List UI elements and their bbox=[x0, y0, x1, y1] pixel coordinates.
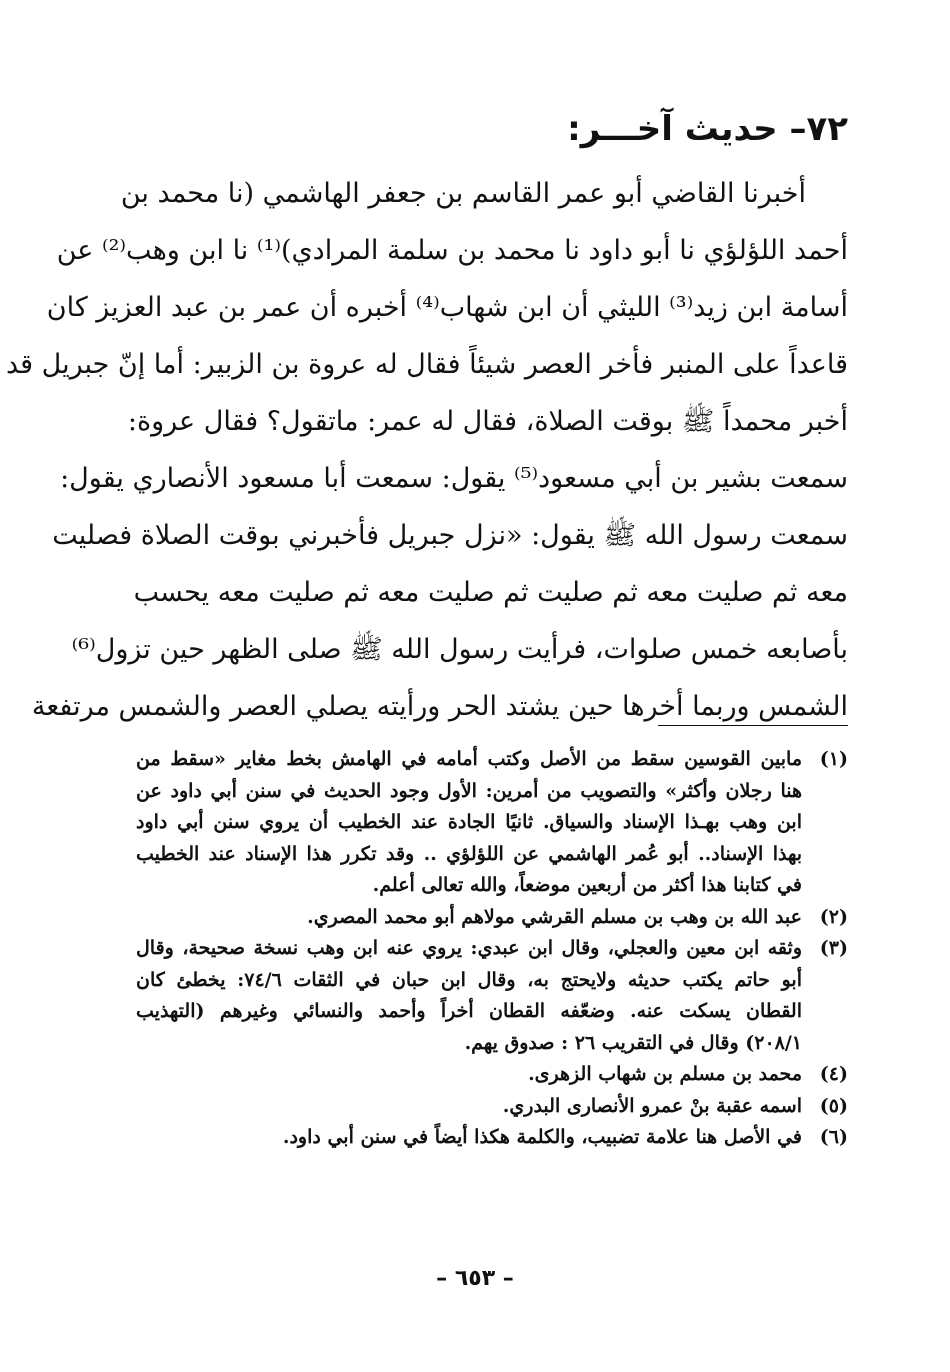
footnote-separator bbox=[658, 725, 848, 726]
body-line: معه ثم صليت معه ثم صليت ثم صليت معه ثم صليت معه يحسب bbox=[133, 577, 848, 608]
body-line: سمعت رسول الله ﷺ يقول: «نزل جبريل فأخبرني بوقت الصلاة فصليت bbox=[52, 520, 848, 551]
footnote-number: (١) bbox=[819, 748, 848, 770]
footnote-text: وثقه ابن معين والعجلي، وقال ابن عبدي: يروي عنه ابن وهب نسخة صحيحة، وقال bbox=[136, 937, 802, 959]
body-line: قاعداً على المنبر فأخر العصر شيئاً فقال له عروة بن الزبير: أما إنّ جبريل قد bbox=[5, 349, 848, 380]
footnotes bbox=[136, 744, 848, 1154]
footnote-line: بهذا الإسناد.. أبو عُمر الهاشمي عن اللؤلؤي .. وقد تكرر هذا الإسناد عند الخطيب bbox=[136, 842, 802, 865]
footnote-number: (٥) bbox=[819, 1094, 848, 1117]
body-line: سمعت بشير بن أبي مسعود⁽⁵⁾ يقول: سمعت أبا مسعود الأنصاري يقول: bbox=[60, 463, 848, 494]
footnote-number: (٣) bbox=[819, 937, 848, 959]
hadith-heading: ٧٢– حديث آخـــر: bbox=[567, 109, 848, 149]
footnote-text: مابين القوسين سقط من الأصل وكتب أمامه في الهامش بخط مغاير «سقط من bbox=[136, 748, 802, 770]
footnote-line: هنا رجلان وأكثر» والتصويب من أمرين: الأول وجود الحديث في سنن أبي داود عن bbox=[136, 779, 802, 802]
footnote-5 bbox=[136, 1091, 848, 1123]
footnote-number: (٢) bbox=[819, 905, 848, 928]
footnote-2 bbox=[136, 902, 848, 934]
footnote-number: (٦) bbox=[819, 1126, 848, 1148]
footnote-3 bbox=[136, 933, 848, 965]
footnote-line: في كتابنا هذا أكثر من أربعين موضعاً، والله تعالى أعلم. bbox=[372, 874, 802, 896]
footnote-line: القطان يسكت عنه. وضعّفه القطان أخراً وأحمد والنسائي وغيرهم (التهذيب bbox=[136, 1000, 802, 1022]
hadith-body bbox=[5, 165, 848, 735]
footnote-line: ٢٠٨/١) وقال في التقريب ٢٦ : صدوق يهم. bbox=[464, 1031, 802, 1054]
body-line: أحمد اللؤلؤي نا أبو داود نا محمد بن سلمة المرادي)⁽¹⁾ نا ابن وهب⁽²⁾ عن bbox=[56, 235, 848, 266]
footnote-text: اسمه عقبة بنْ عمرو الأنصارى البدري. bbox=[502, 1094, 802, 1117]
body-line: بأصابعه خمس صلوات، فرأيت رسول الله ﷺ صلى الظهر حين تزول⁽⁶⁾ bbox=[71, 634, 848, 665]
body-line: أسامة ابن زيد⁽³⁾ الليثي أن ابن شهاب⁽⁴⁾ أخبره أن عمر بن عبد العزيز كان bbox=[46, 292, 848, 323]
body-line: أخبر محمداً ﷺ بوقت الصلاة، فقال له عمر: ماتقول؟ فقال عروة: bbox=[127, 406, 848, 437]
footnote-line: ابن وهب بهـذا الإسناد والسياق. ثانيًا الجادة عند الخطيب أن يروي سنن أبي داود bbox=[136, 811, 802, 833]
footnote-text: عبد الله بن وهب بن مسلم القرشي مولاهم أبو محمد المصري. bbox=[307, 905, 802, 928]
body-line: الشمس وربما أخرها حين يشتد الحر ورأيته يصلي العصر والشمس مرتفعة bbox=[31, 691, 848, 722]
footnote-1 bbox=[136, 744, 848, 776]
footnote-text: في الأصل هنا علامة تضبيب، والكلمة هكذا أيضاً في سنن أبي داود. bbox=[282, 1126, 802, 1148]
footnote-4 bbox=[136, 1059, 848, 1091]
footnote-6 bbox=[136, 1122, 848, 1154]
body-line: أخبرنا القاضي أبو عمر القاسم بن جعفر الهاشمي (نا محمد بن bbox=[120, 178, 806, 209]
footnote-line: أبو حاتم يكتب حديثه ولايحتج به، وقال ابن حبان في الثقات ٧٤/٦: يخطئ كان bbox=[136, 968, 802, 991]
page-number: – ٦٥٣ – bbox=[436, 1266, 514, 1291]
footnote-text: محمد بن مسلم بن شهاب الزهرى. bbox=[528, 1063, 802, 1085]
footnote-number: (٤) bbox=[819, 1063, 848, 1085]
